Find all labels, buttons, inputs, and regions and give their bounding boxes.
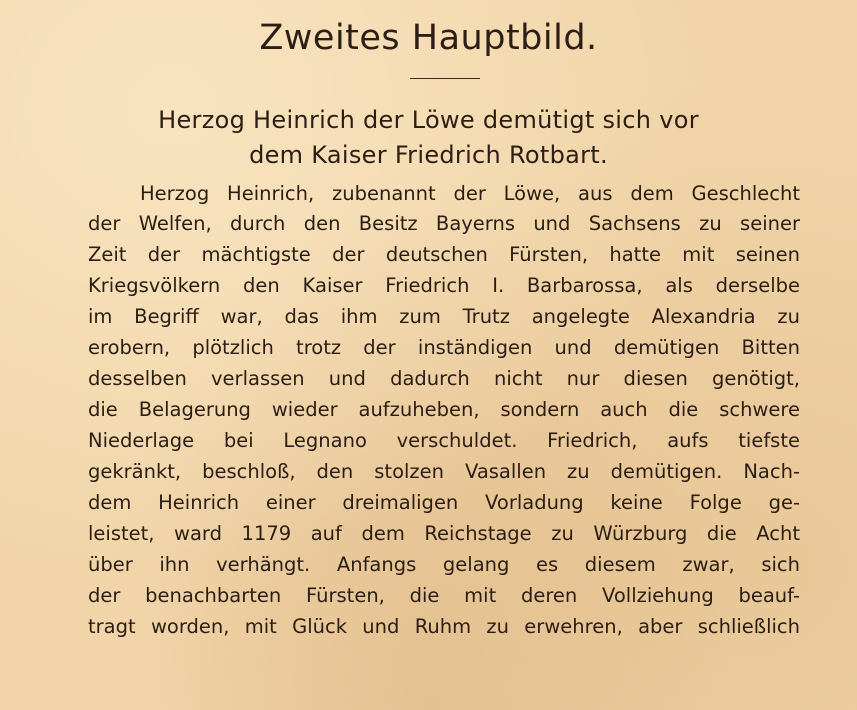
chapter-subtitle-line-2: dem Kaiser Friedrich Rotbart. [249,141,608,169]
paragraph-line: im Begriff war, das ihm zum Trutz angelegte Alexandria zu [88,305,800,328]
paragraph-line: Zeit der mächtigste der deutschen Fürsten, hatte mit seinen [88,243,800,266]
paragraph-line: desselben verlassen und dadurch nicht nur diesen genötigt, [88,367,800,390]
paragraph-line: leistet, ward 1179 auf dem Reichstage zu Würzburg die Acht [88,522,800,545]
paragraph-line: der Welfen, durch den Besitz Bayerns und Sachsens zu seiner [88,212,800,235]
page-title: Zweites Hauptbild. [259,18,598,58]
paragraph-line: über ihn verhängt. Anfangs gelang es diesem zwar, sich [88,553,800,576]
paragraph-line: gekränkt, beschloß, den stolzen Vasallen zu demütigen. Nach- [88,460,800,483]
paragraph-line: dem Heinrich einer dreimaligen Vorladung keine Folge ge- [88,491,800,514]
paragraph-line: Herzog Heinrich, zubenannt der Löwe, aus dem Geschlecht [140,182,800,205]
paragraph-line: die Belagerung wieder aufzuheben, sondern auch die schwere [88,398,800,421]
paragraph-line: Niederlage bei Legnano verschuldet. Friedrich, aufs tiefste [88,429,800,452]
chapter-subtitle-line-1: Herzog Heinrich der Löwe demütigt sich vor [158,106,699,134]
paragraph-line: der benachbarten Fürsten, die mit deren Vollziehung beauf- [88,584,800,607]
title-divider [410,78,480,79]
paragraph-line: Kriegsvölkern den Kaiser Friedrich I. Barbarossa, als derselbe [88,274,800,297]
paragraph-line: tragt worden, mit Glück und Ruhm zu erwehren, aber schließlich [88,615,800,638]
paragraph-line: erobern, plötzlich trotz der inständigen und demütigen Bitten [88,336,800,359]
